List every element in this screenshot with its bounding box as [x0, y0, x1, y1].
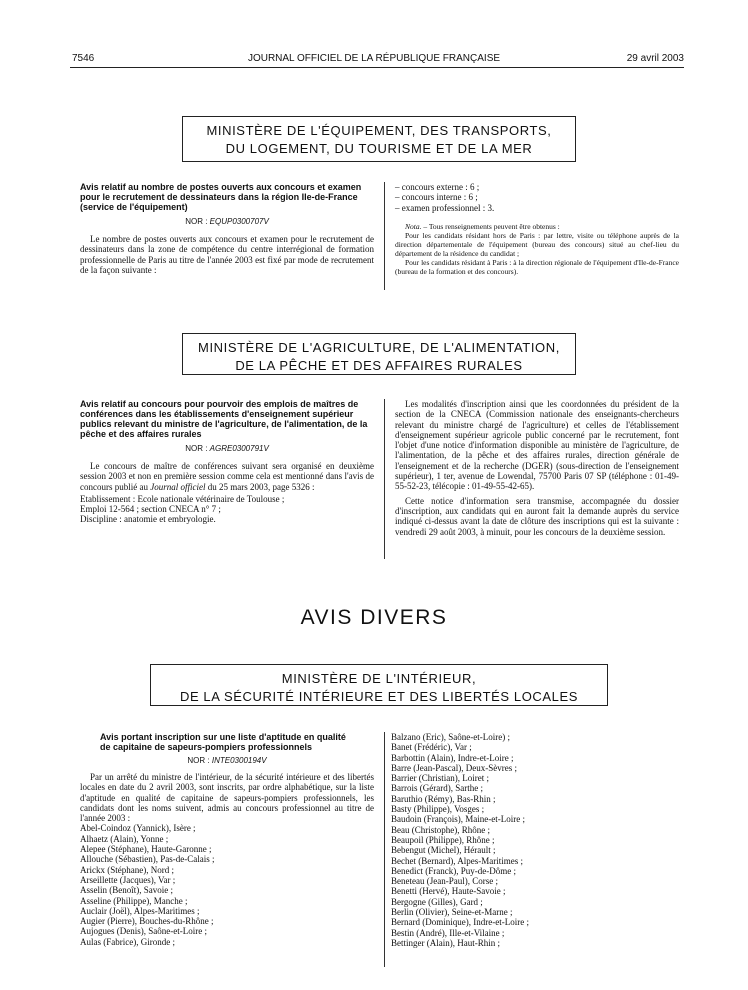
list-item: Asselin (Benoît), Savoie ;: [80, 885, 173, 896]
list-item: Barrier (Christian), Loiret ;: [391, 773, 489, 784]
list-item: – concours externe : 6 ;: [395, 182, 480, 192]
etablissement: Etablissement : Ecole nationale vétérinaire de Toulouse ;: [80, 493, 285, 504]
list-item: Barre (Jean-Pascal), Deux-Sèvres ;: [391, 762, 517, 773]
notice-body: Le nombre de postes ouverts aux concours et examen pour le recrutement de dessinateurs dans la zone de compétence du centre interrégional de formation professionnelle de Paris au titre de l'année 2003 est fixé par mode de recrutement de la façon suivante :: [80, 234, 374, 275]
list-item: Aulas (Fabrice), Gironde ;: [80, 936, 175, 947]
list-item: Benetti (Hervé), Haute-Savoie ;: [391, 886, 506, 897]
ministry-line-2: DE LA SÉCURITÉ INTÉRIEURE ET DES LIBERTÉS LOCALES: [179, 689, 579, 704]
list-item: Alepee (Stéphane), Haute-Garonne ;: [80, 844, 212, 855]
notice-body-right: [395, 399, 679, 537]
notice-title: Avis portant inscription sur une liste d'aptitude en qualité de capitaine de sapeurs-pompiers professionnels: [100, 732, 346, 752]
issue-date: 29 avril 2003: [626, 53, 684, 64]
list-item: Auclair (Joël), Alpes-Maritimes ;: [80, 905, 200, 916]
list-item: – concours interne : 6 ;: [395, 192, 478, 203]
page-number: 7546: [72, 53, 95, 64]
emploi: Emploi 12-564 ; section CNECA n° 7 ;: [80, 504, 221, 515]
list-item: – examen professionnel : 3.: [395, 202, 495, 213]
list-item: Asseline (Philippe), Manche ;: [80, 895, 188, 906]
list-item: Beaupoil (Philippe), Rhône ;: [391, 834, 495, 845]
nota-block: Nota. – Tous renseignements peuvent être obtenus : Pour les candidats résidant hors de Paris : par lettre, visite ou téléphone auprès de la direction départementale de l'équipement (bureau des concours) situé au chef-lieu du département de la résidence du candidat ; Pour les candidats résidant à Paris : à la direction régionale de l'équipement d'Ile-de-France (bureau de la formation et des concours).: [395, 221, 679, 276]
list-item: Bergogne (Gilles), Gard ;: [391, 896, 483, 907]
list-item: Balzano (Eric), Saône-et-Loire) ;: [391, 732, 510, 742]
nota-label: Nota.: [405, 221, 422, 231]
discipline: Discipline : anatomie et embryologie.: [80, 514, 216, 525]
nor-code: AGRE0300791V: [209, 444, 269, 453]
list-item: Benedict (Franck), Puy-de-Dôme ;: [391, 865, 516, 876]
names-list-right-column: [391, 732, 679, 948]
notice-dessinateurs: [80, 182, 374, 275]
section-title: AVIS DIVERS: [300, 606, 448, 629]
list-item: Bettinger (Alain), Haut-Rhin ;: [391, 937, 500, 948]
list-item: Barrois (Gérard), Sarthe ;: [391, 783, 483, 794]
list-item: Bernard (Dominique), Indre-et-Loire ;: [391, 917, 529, 928]
notice-title: Avis relatif au concours pour pourvoir des emplois de maîtres de conférences dans les établissements d'enseignement supérieur publics relevant du ministre de l'agriculture, de l'alimentation, de la pêche et des affaires rurales: [80, 399, 368, 439]
nor-reference: NOR : EQUP0300707V: [185, 217, 269, 226]
ministry-interieur-box: [150, 664, 608, 706]
names-list-left: [80, 823, 374, 947]
list-item: Baudoin (François), Maine-et-Loire ;: [391, 814, 525, 825]
notice-dessinateurs-continued: [395, 182, 679, 276]
journal-title: JOURNAL OFFICIEL DE LA RÉPUBLIQUE FRANÇAISE: [247, 53, 501, 64]
names-list-right: [391, 732, 679, 948]
notice-title: Avis relatif au nombre de postes ouverts aux concours et examen pour le recrutement de dessinateurs dans la région Ile-de-France (service de l'équipement): [80, 182, 362, 212]
list-item: Augier (Pierre), Bouches-du-Rhône ;: [80, 916, 214, 927]
list-item: Basty (Philippe), Vosges ;: [391, 804, 485, 815]
post-list: [395, 182, 679, 213]
nor-reference: NOR : INTE0300194V: [187, 756, 267, 765]
ministry-equipement-box: [182, 116, 576, 162]
list-item: Berlin (Olivier), Seine-et-Marne ;: [391, 907, 513, 918]
list-item: Aujogues (Denis), Saône-et-Loire ;: [80, 926, 207, 937]
notice-body: Le concours de maître de conférences suivant sera organisé en deuxième session 2003 et non en première session comme cela est mentionné dans l'avis de concours publié au Journal officiel du 25 mars 2003, page 5326 : Etablissement : Ecole nationale vétérinaire de Toulouse ; Emploi 12-564 ; section CNECA n° 7 ; Discipline : anatomie et embryologie.: [80, 461, 374, 525]
list-item: Bebengut (Michel), Hérault ;: [391, 845, 496, 856]
notice-maitres-conferences-continued: [395, 399, 679, 537]
list-item: Arickx (Stéphane), Nord ;: [80, 864, 174, 875]
notice-sapeurs-pompiers: [80, 732, 374, 947]
list-item: Baruthio (Rémy), Bas-Rhin ;: [391, 793, 496, 804]
column-divider: [384, 399, 385, 559]
list-item: Alhaetz (Alain), Yonne ;: [80, 833, 169, 844]
nota-paris: Pour les candidats résidant hors de Paris : par lettre, visite ou téléphone auprès de la direction départementale de l'équipement (bureau des concours) situé au chef-lieu du département de la résidence du candidat ;: [395, 230, 679, 258]
notice-body: Par un arrêté du ministre de l'intérieur, de la sécurité intérieure et des libertés locales en date du 2 avril 2003, sont inscrits, par ordre alphabétique, sur la liste d'aptitude en qualité de capitaine de sapeurs-pompiers professionnels, les candidats dont les noms suivent, admis au concours professionnel au titre de l'année 2003 :: [80, 772, 374, 824]
ministry-agriculture-box: [182, 333, 576, 375]
list-item: Barbottin (Alain), Indre-et-Loire ;: [391, 752, 514, 763]
column-divider: [384, 732, 385, 967]
modalites-paragraph: Les modalités d'inscription ainsi que les coordonnées du président de la section de la CNECA (Commission nationale des enseignants-chercheurs relevant du ministre chargé de l'agriculture) et celles de l'établissement d'enseignement supérieur agricole public concerné par le recrutement, font l'objet d'une notice d'information disponible au ministère de l'agriculture, de l'alimentation, de la pêche et des affaires rurales, direction générale de l'enseignement et de la recherche (DGER) (sous-direction de l'enseignement supérieur), 1 ter, avenue de Lowendal, 75700 Paris 07 SP (téléphone : 01-49-55-52-23, télécopie : 01-49-55-42-65).: [395, 399, 679, 492]
list-item: Beau (Christophe), Rhône ;: [391, 824, 490, 835]
ministry-line-1: MINISTÈRE DE L'AGRICULTURE, DE L'ALIMENTATION,: [198, 340, 560, 355]
nor-code: INTE0300194V: [211, 756, 267, 765]
ministry-line-1: MINISTÈRE DE L'INTÉRIEUR,: [281, 671, 477, 686]
list-item: Arseillette (Jacques), Var ;: [80, 874, 176, 885]
header-rule: [70, 67, 684, 68]
ministry-line-2: DE LA PÊCHE ET DES AFFAIRES RURALES: [235, 358, 523, 373]
nor-code: EQUP0300707V: [209, 217, 269, 226]
list-item: Abel-Coindoz (Yannick), Isère ;: [80, 823, 196, 834]
list-item: Allouche (Sébastien), Pas-de-Calais ;: [80, 854, 215, 865]
list-item: Banet (Frédéric), Var ;: [391, 742, 472, 753]
notice-paragraph: Cette notice d'information sera transmise, accompagnée du dossier d'inscription, aux candidats qui en auront fait la demande auprès du service indiqué ci-dessus avant la date de clôture des inscriptions qui est la suivante : vendredi 29 août 2003, à minuit, pour les concours de la deuxième session.: [395, 495, 679, 537]
ministry-line-2: DU LOGEMENT, DU TOURISME ET DE LA MER: [225, 141, 533, 156]
list-item: Beneteau (Jean-Paul), Corse ;: [391, 876, 498, 887]
column-divider: [384, 182, 385, 290]
ministry-line-1: MINISTÈRE DE L'ÉQUIPEMENT, DES TRANSPORTS,: [206, 123, 552, 138]
notice-maitres-conferences: [80, 399, 374, 525]
list-item: Bechet (Bernard), Alpes-Maritimes ;: [391, 855, 523, 866]
list-item: Bestin (André), Ille-et-Vilaine ;: [391, 927, 505, 938]
nota-hors-paris: Pour les candidats résidant à Paris : à la direction régionale de l'équipement d'Ile-de-France (bureau de la formation et des concours).: [395, 257, 679, 276]
nor-reference: NOR : AGRE0300791V: [185, 444, 269, 453]
